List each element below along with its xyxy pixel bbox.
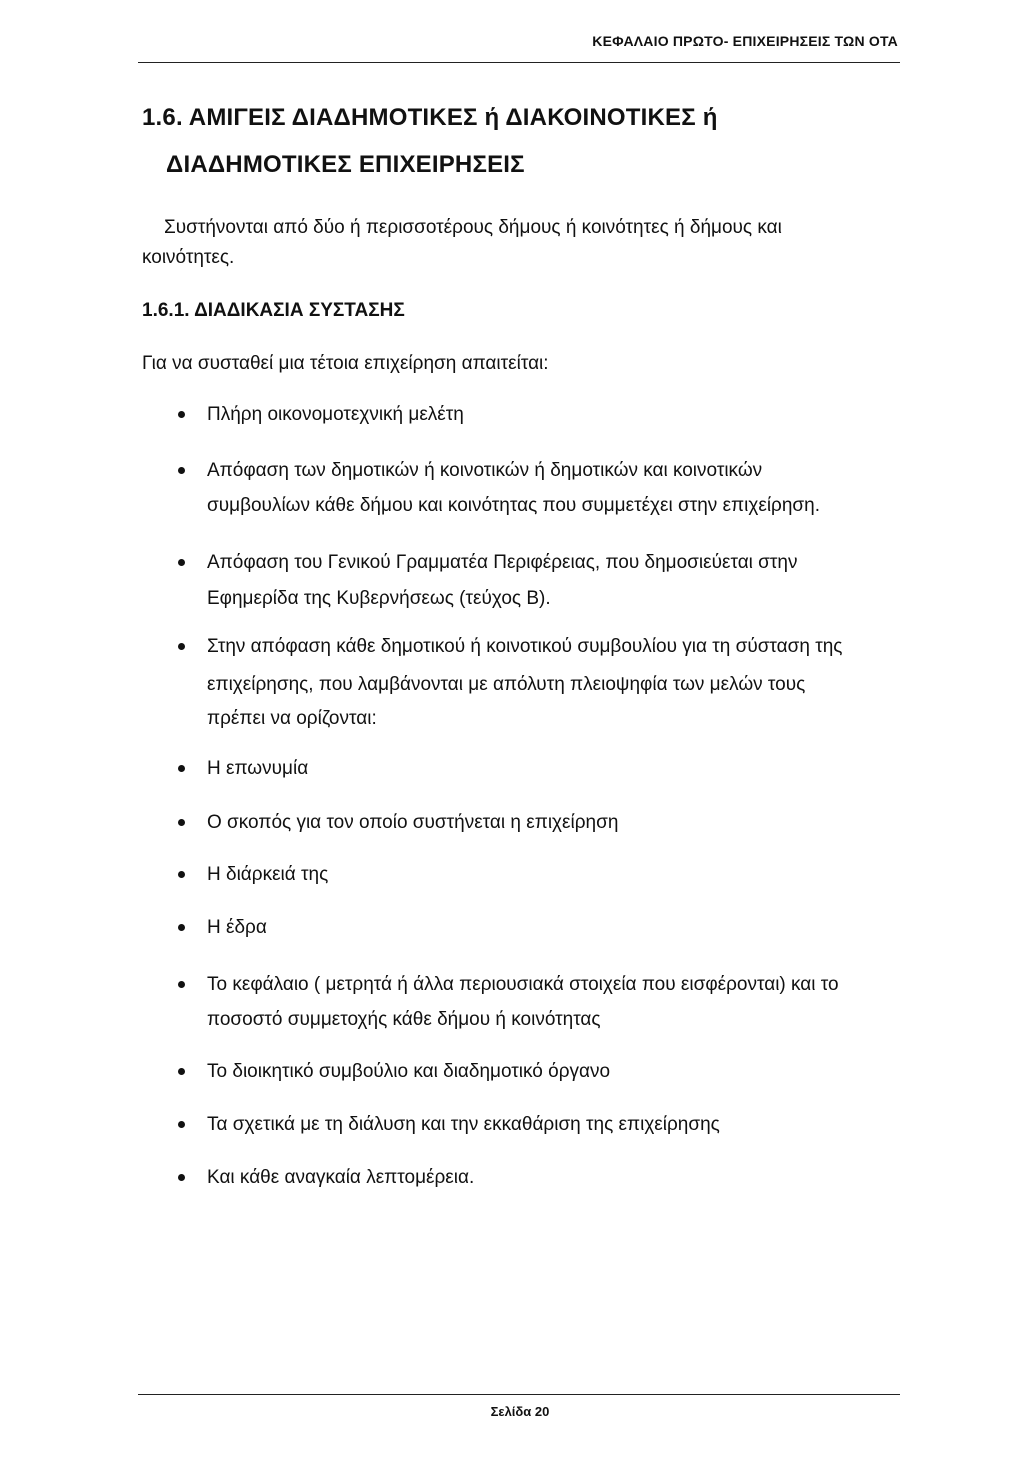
list-item-text: Πλήρη οικονομοτεχνική μελέτη	[207, 404, 464, 425]
bullet-icon	[178, 1121, 185, 1128]
list-item-text: επιχείρησης, που λαμβάνονται με απόλυτη πλειοψηφία των μελών τους	[207, 674, 806, 695]
bullet-icon	[178, 819, 185, 826]
list-item-text: Τα σχετικά με τη διάλυση και την εκκαθάριση της επιχείρησης	[207, 1114, 720, 1135]
list-item-text: Στην απόφαση κάθε δημοτικού ή κοινοτικού συμβουλίου για τη σύσταση της	[207, 636, 843, 657]
bullet-icon	[178, 643, 185, 650]
bullet-icon	[178, 1068, 185, 1075]
list-item-text: Απόφαση του Γενικού Γραμματέα Περιφέρειας, που δημοσιεύεται στην	[207, 552, 798, 573]
list-item-text: Εφημερίδα της Κυβερνήσεως (τεύχος Β).	[207, 588, 551, 609]
list-item-text: Η έδρα	[207, 917, 267, 938]
list-item-text: Το διοικητικό συμβούλιο και διαδημοτικό όργανο	[207, 1061, 611, 1082]
subsection-heading: 1.6.1. ΔΙΑΔΙΚΑΣΙΑ ΣΥΣΤΑΣΗΣ	[142, 300, 405, 321]
bullet-icon	[178, 467, 185, 474]
list-item-text: συμβουλίων κάθε δήμου και κοινότητας που συμμετέχει στην επιχείρηση.	[207, 495, 820, 516]
list-item-text: Η διάρκειά της	[207, 864, 329, 885]
bullet-icon	[178, 765, 185, 772]
bullet-icon	[178, 1174, 185, 1181]
footer-rule	[138, 1394, 900, 1395]
list-item-text: Ο σκοπός για τον οποίο συστήνεται η επιχείρηση	[207, 812, 619, 833]
intro-line-2: κοινότητες.	[142, 247, 235, 268]
list-item-text: πρέπει να ορίζονται:	[207, 708, 377, 729]
running-header: ΚΕΦΑΛΑΙΟ ΠΡΩΤΟ- ΕΠΙΧΕΙΡΗΣΕΙΣ ΤΩΝ ΟΤΑ	[592, 33, 898, 49]
subsection-lead: Για να συσταθεί μια τέτοια επιχείρηση απαιτείται:	[142, 353, 549, 374]
bullet-icon	[178, 559, 185, 566]
section-heading-line-2: ΔΙΑΔΗΜΟΤΙΚΕΣ ΕΠΙΧΕΙΡΗΣΕΙΣ	[166, 151, 525, 178]
bullet-icon	[178, 411, 185, 418]
bullet-icon	[178, 981, 185, 988]
page-number: Σελίδα 20	[490, 1404, 550, 1419]
bullet-icon	[178, 924, 185, 931]
list-item-text: Το κεφάλαιο ( μετρητά ή άλλα περιουσιακά στοιχεία που εισφέρονται) και το	[207, 974, 839, 995]
intro-line-1: Συστήνονται από δύο ή περισσοτέρους δήμους ή κοινότητες ή δήμους και	[164, 217, 782, 238]
list-item-text: ποσοστό συμμετοχής κάθε δήμου ή κοινότητας	[207, 1009, 601, 1030]
bullet-icon	[178, 871, 185, 878]
list-item-text: Η επωνυμία	[207, 758, 309, 779]
header-rule	[138, 62, 900, 63]
list-item-text: Και κάθε αναγκαία λεπτομέρεια.	[207, 1167, 475, 1188]
list-item-text: Απόφαση των δημοτικών ή κοινοτικών ή δημοτικών και κοινοτικών	[207, 460, 763, 481]
section-heading-line-1: 1.6. ΑΜΙΓΕΙΣ ΔΙΑΔΗΜΟΤΙΚΕΣ ή ΔΙΑΚΟΙΝΟΤΙΚΕΣ ή	[142, 104, 718, 131]
